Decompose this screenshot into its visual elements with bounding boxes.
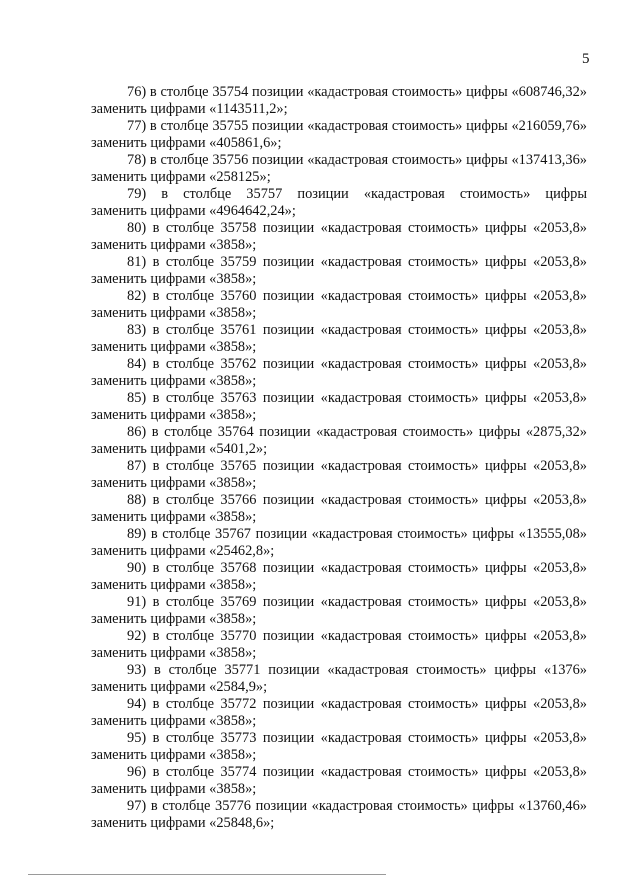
list-item [91, 526, 587, 560]
list-item [91, 152, 587, 186]
item-text: 94) в столбце 35772 позиции «кадастровая стоимость» цифры «2053,8» [127, 696, 587, 712]
item-text: 95) в столбце 35773 позиции «кадастровая стоимость» цифры «2053,8» [127, 730, 587, 746]
item-continuation: заменить цифрами «2584,9»; [91, 679, 268, 695]
item-continuation: заменить цифрами «3858»; [91, 475, 257, 491]
item-continuation: заменить цифрами «258125»; [91, 169, 271, 185]
list-item [91, 764, 587, 798]
list-item [91, 356, 587, 390]
list-item [91, 424, 587, 458]
item-continuation: заменить цифрами «25462,8»; [91, 543, 275, 559]
list-item [91, 696, 587, 730]
item-continuation: заменить цифрами «3858»; [91, 747, 257, 763]
item-continuation: заменить цифрами «1143511,2»; [91, 101, 288, 117]
list-item [91, 186, 587, 220]
item-text: 92) в столбце 35770 позиции «кадастровая стоимость» цифры «2053,8» [127, 628, 587, 644]
page-number: 5 [582, 51, 590, 67]
footer-rule [28, 874, 386, 875]
item-text: 80) в столбце 35758 позиции «кадастровая стоимость» цифры «2053,8» [127, 220, 587, 236]
list-item [91, 288, 587, 322]
item-text: 91) в столбце 35769 позиции «кадастровая стоимость» цифры «2053,8» [127, 594, 587, 610]
item-text: 93) в столбце 35771 позиции «кадастровая стоимость» цифры «1376» [127, 662, 587, 678]
list-item [91, 798, 587, 832]
item-continuation: заменить цифрами «5401,2»; [91, 441, 268, 457]
list-item [91, 628, 587, 662]
item-continuation: заменить цифрами «4964642,24»; [91, 203, 296, 219]
list-item [91, 118, 587, 152]
item-text: 97) в столбце 35776 позиции «кадастровая стоимость» цифры «13760,46» [127, 798, 587, 814]
list-item [91, 594, 587, 628]
list-item [91, 730, 587, 764]
item-continuation: заменить цифрами «405861,6»; [91, 135, 282, 151]
list-item [91, 220, 587, 254]
item-text: 84) в столбце 35762 позиции «кадастровая стоимость» цифры «2053,8» [127, 356, 587, 372]
item-text: 86) в столбце 35764 позиции «кадастровая стоимость» цифры «2875,32» [127, 424, 587, 440]
list-item [91, 662, 587, 696]
item-text: 88) в столбце 35766 позиции «кадастровая стоимость» цифры «2053,8» [127, 492, 587, 508]
item-continuation: заменить цифрами «3858»; [91, 339, 257, 355]
item-continuation: заменить цифрами «3858»; [91, 509, 257, 525]
list-item [91, 390, 587, 424]
document-body [91, 84, 587, 832]
item-text: 77) в столбце 35755 позиции «кадастровая стоимость» цифры «216059,76» [127, 118, 587, 134]
item-text: 82) в столбце 35760 позиции «кадастровая стоимость» цифры «2053,8» [127, 288, 587, 304]
item-continuation: заменить цифрами «3858»; [91, 305, 257, 321]
item-continuation: заменить цифрами «3858»; [91, 611, 257, 627]
item-text: 85) в столбце 35763 позиции «кадастровая стоимость» цифры «2053,8» [127, 390, 587, 406]
item-continuation: заменить цифрами «3858»; [91, 713, 257, 729]
list-item [91, 492, 587, 526]
item-text: 89) в столбце 35767 позиции «кадастровая стоимость» цифры «13555,08» [127, 526, 587, 542]
item-text: 81) в столбце 35759 позиции «кадастровая стоимость» цифры «2053,8» [127, 254, 587, 270]
list-item [91, 560, 587, 594]
item-text: 79) в столбце 35757 позиции «кадастровая стоимость» цифры [127, 186, 587, 202]
item-text: 87) в столбце 35765 позиции «кадастровая стоимость» цифры «2053,8» [127, 458, 587, 474]
item-continuation: заменить цифрами «25848,6»; [91, 815, 275, 831]
list-item [91, 458, 587, 492]
item-continuation: заменить цифрами «3858»; [91, 577, 257, 593]
item-continuation: заменить цифрами «3858»; [91, 271, 257, 287]
item-text: 78) в столбце 35756 позиции «кадастровая стоимость» цифры «137413,36» [127, 152, 587, 168]
list-item [91, 322, 587, 356]
item-continuation: заменить цифрами «3858»; [91, 781, 257, 797]
item-text: 83) в столбце 35761 позиции «кадастровая стоимость» цифры «2053,8» [127, 322, 587, 338]
item-continuation: заменить цифрами «3858»; [91, 373, 257, 389]
item-continuation: заменить цифрами «3858»; [91, 645, 257, 661]
item-continuation: заменить цифрами «3858»; [91, 407, 257, 423]
item-text: 76) в столбце 35754 позиции «кадастровая стоимость» цифры «608746,32» [127, 84, 587, 100]
item-text: 90) в столбце 35768 позиции «кадастровая стоимость» цифры «2053,8» [127, 560, 587, 576]
item-text: 96) в столбце 35774 позиции «кадастровая стоимость» цифры «2053,8» [127, 764, 587, 780]
list-item [91, 254, 587, 288]
list-item [91, 84, 587, 118]
item-continuation: заменить цифрами «3858»; [91, 237, 257, 253]
